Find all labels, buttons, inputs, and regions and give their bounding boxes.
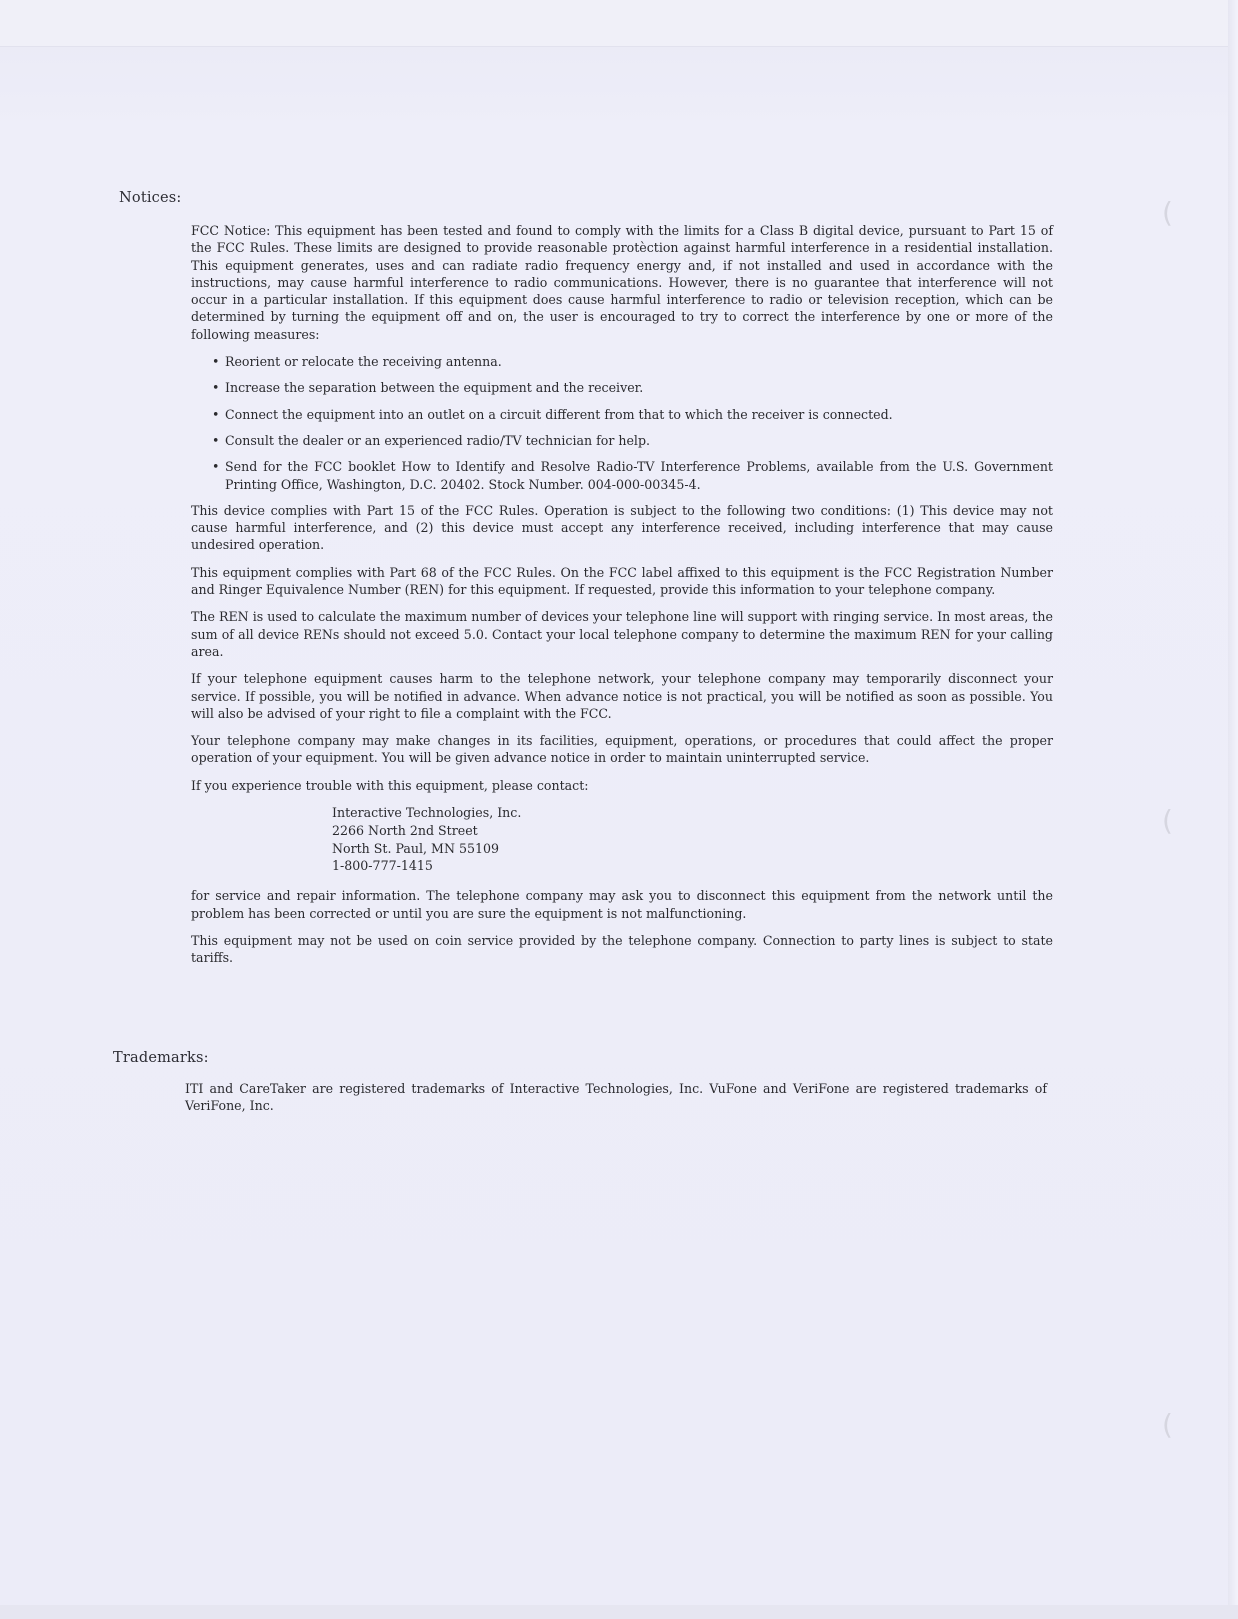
- binder-hole-mark: (: [1162, 196, 1173, 229]
- fcc-notice-paragraph: FCC Notice: This equipment has been tested and found to comply with the limits for a Class B digital device, pursuant to Part 15 of the FCC Rules. These limits are designed to provide reasonable protèction against harmful interference in a residential installation. This equipment generates, uses and can radiate radio frequency energy and, if not installed and used in accordance with the instructions, may cause harmful interference to radio communications. However, there is no guarantee that interference will not occur in a particular installation. If this equipment does cause harmful interference to radio or television reception, which can be determined by turning the equipment off and on, the user is encouraged to try to correct the interference by one or more of the following measures:: [191, 223, 1053, 342]
- list-item: • Connect the equipment into an outlet on a circuit different from that to which the receiver is connected.: [212, 406, 893, 422]
- notices-heading: Notices:: [119, 190, 182, 206]
- part15-paragraph: This device complies with Part 15 of the FCC Rules. Operation is subject to the following two conditions: (1) This device may not cause harmful interference, and (2) this device must accept any interference received, including interference that may cause undesired operation.: [191, 502, 1053, 553]
- bullet-icon: •: [212, 380, 220, 396]
- page-top-edge: [0, 0, 1238, 47]
- bullet-icon: •: [212, 459, 220, 475]
- list-item: • Consult the dealer or an experienced radio/TV technician for help.: [212, 432, 651, 448]
- coin-paragraph: This equipment may not be used on coin service provided by the telephone company. Connection to party lines is subject to state tariffs.: [191, 932, 1053, 966]
- trademarks-heading: Trademarks:: [113, 1050, 209, 1066]
- harm-paragraph: If your telephone equipment causes harm to the telephone network, your telephone company may temporarily disconnect your service. If possible, you will be notified in advance. When advance notice is not practical, you will be notified as soon as possible. You will also be advised of your right to file a complaint with the FCC.: [191, 671, 1053, 721]
- notices-body: [191, 222, 1053, 976]
- trademarks-paragraph: ITI and CareTaker are registered trademarks of Interactive Technologies, Inc. VuFone and VeriFone are registered trademarks of VeriFone, Inc.: [185, 1081, 1047, 1114]
- bullet-icon: •: [212, 354, 220, 370]
- bullet-icon: •: [212, 432, 220, 448]
- list-item: • Send for the FCC booklet How to Identify and Resolve Radio-TV Interference Problems, available from the U.S. Government Printing Office, Washington, D.C. 20402. Stock Number. 004-000-00345-4.: [212, 459, 1053, 492]
- list-item: • Reorient or relocate the receiving antenna.: [212, 354, 502, 370]
- service-paragraph: for service and repair information. The telephone company may ask you to disconnect this equipment from the network until the problem has been corrected or until you are sure the equipment is not malfunctioning.: [191, 888, 1053, 921]
- measures-list: [191, 353, 1053, 493]
- address-city: North St. Paul, MN 55109: [332, 840, 500, 856]
- trademarks-body: [185, 1080, 1047, 1125]
- address-company: Interactive Technologies, Inc.: [332, 805, 522, 821]
- list-item: • Increase the separation between the equipment and the receiver.: [212, 380, 644, 396]
- trouble-paragraph: If you experience trouble with this equipment, please contact:: [191, 777, 589, 793]
- address-street: 2266 North 2nd Street: [332, 822, 478, 838]
- bullet-icon: •: [212, 406, 220, 422]
- changes-paragraph: Your telephone company may make changes in its facilities, equipment, operations, or procedures that could affect the proper operation of your equipment. You will be given advance notice in order to maintain uninterrupted service.: [191, 733, 1053, 766]
- ren-paragraph: The REN is used to calculate the maximum number of devices your telephone line will support with ringing service. In most areas, the sum of all device RENs should not exceed 5.0. Contact your local telephone company to determine the maximum REN for your calling area.: [191, 609, 1053, 659]
- contact-address: [332, 804, 1053, 875]
- address-phone: 1-800-777-1415: [332, 858, 433, 874]
- page-right-edge: [1228, 0, 1238, 1619]
- binder-hole-mark: (: [1162, 1408, 1173, 1441]
- binder-hole-mark: (: [1162, 804, 1173, 837]
- page-bottom-edge: [0, 1605, 1238, 1619]
- part68-paragraph: This equipment complies with Part 68 of the FCC Rules. On the FCC label affixed to this equipment is the FCC Registration Number and Ringer Equivalence Number (REN) for this equipment. If requested, provide this information to your telephone company.: [191, 564, 1053, 598]
